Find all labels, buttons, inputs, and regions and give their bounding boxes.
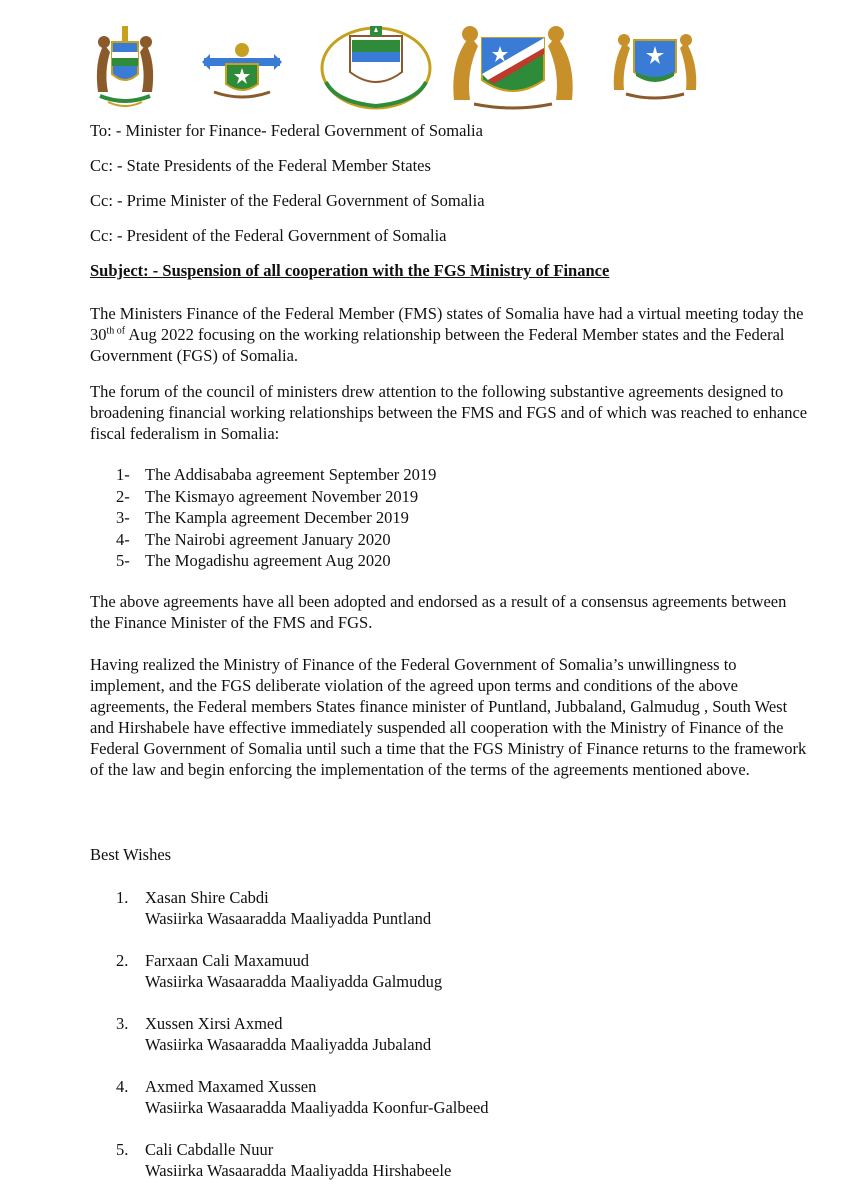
jubaland-emblem-icon [448, 20, 578, 112]
hirshabelle-emblem-icon [610, 26, 700, 102]
intro-text-end: Aug 2022 focusing on the working relationship between the Federal Member states and the Federal Government (FGS) of Somalia. [90, 325, 785, 365]
adopted-paragraph: The above agreements have all been adopted and endorsed as a result of a consensus agreements between the Finance Minister of the FMS and FGS. [90, 592, 787, 632]
galmudug-emblem-icon [316, 22, 436, 110]
list-item [116, 486, 436, 508]
list-number: 1- [116, 465, 130, 484]
intro-paragraph [90, 303, 810, 366]
list-number: 5- [116, 551, 130, 570]
signatory-name: Xasan Shire Cabdi [145, 888, 269, 907]
emblems-row [0, 16, 866, 112]
signatory-title: Wasiirka Wasaaradda Maaliyadda Puntland [145, 909, 432, 928]
agreements-list [116, 464, 436, 572]
list-item [116, 529, 436, 551]
intro-text-start: The Ministers Finance of the Federal Member (FMS) states of Somalia have had a virtual meeting today the 30 [90, 304, 804, 344]
recipient-to: To: - Minister for Finance- Federal Government of Somalia [90, 121, 483, 140]
signatory-3 [116, 1013, 431, 1055]
signatory-number: 5. [116, 1140, 129, 1159]
list-text: The Addisababa agreement September 2019 [145, 465, 437, 484]
list-number: 3- [116, 508, 130, 527]
list-item [116, 464, 436, 486]
signatory-number: 1. [116, 888, 129, 907]
signatory-number: 2. [116, 951, 129, 970]
signatory-title: Wasiirka Wasaaradda Maaliyadda Jubaland [145, 1035, 432, 1054]
list-text: The Mogadishu agreement Aug 2020 [145, 551, 391, 570]
list-text: The Kampla agreement December 2019 [145, 508, 409, 527]
suspension-paragraph: Having realized the Ministry of Finance of the Federal Government of Somalia’s unwillingness to implement, and the FGS deliberate violation of the agreed upon terms and conditions of the above agreements, the Federal members States finance minister of Puntland, Jubbaland, Galmudug , South West and Hirshabele have effective immediately suspended all cooperation with the Ministry of Finance of the Federal Government of Somalia until such a time that the FGS Ministry of Finance returns to the framework of the law and begin enforcing the implementation of the terms of the agreements mentioned above. [90, 655, 807, 779]
signatory-name: Xussen Xirsi Axmed [145, 1014, 283, 1033]
subject-line: Subject: - Suspension of all cooperation with the FGS Ministry of Finance [90, 261, 610, 280]
list-item [116, 507, 436, 529]
forum-paragraph: The forum of the council of ministers drew attention to the following substantive agreements designed to broadening financial working relationships between the FMS and FGS and of which was reached to enhance fiscal federalism in Somalia: [90, 382, 808, 443]
signatory-2 [116, 950, 442, 992]
signatory-name: Cali Cabdalle Nuur [145, 1140, 274, 1159]
recipient-cc-president: Cc: - President of the Federal Government of Somalia [90, 226, 447, 245]
signatory-1 [116, 887, 431, 929]
signatory-title: Wasiirka Wasaaradda Maaliyadda Koonfur-Galbeed [145, 1098, 489, 1117]
recipient-cc-prime-minister: Cc: - Prime Minister of the Federal Government of Somalia [90, 191, 485, 210]
closing-salutation: Best Wishes [90, 845, 172, 864]
recipient-cc-state-presidents: Cc: - State Presidents of the Federal Member States [90, 156, 431, 175]
signatory-title: Wasiirka Wasaaradda Maaliyadda Hirshabeele [145, 1161, 452, 1180]
list-number: 2- [116, 486, 130, 506]
list-number: 4- [116, 529, 130, 549]
signatory-title: Wasiirka Wasaaradda Maaliyadda Galmudug [145, 972, 443, 991]
signatory-name: Farxaan Cali Maxamuud [145, 951, 310, 970]
signatory-5 [116, 1139, 451, 1181]
date-superscript: th of [106, 325, 126, 337]
list-item [116, 550, 436, 572]
signatory-name: Axmed Maxamed Xussen [145, 1077, 317, 1096]
signatory-4 [116, 1076, 489, 1118]
signatory-number: 3. [116, 1014, 129, 1033]
list-text: The Nairobi agreement January 2020 [145, 529, 391, 549]
list-text: The Kismayo agreement November 2019 [145, 486, 419, 506]
southwest-emblem-icon [198, 36, 286, 102]
signatory-number: 4. [116, 1077, 129, 1096]
puntland-emblem-icon [90, 22, 160, 110]
